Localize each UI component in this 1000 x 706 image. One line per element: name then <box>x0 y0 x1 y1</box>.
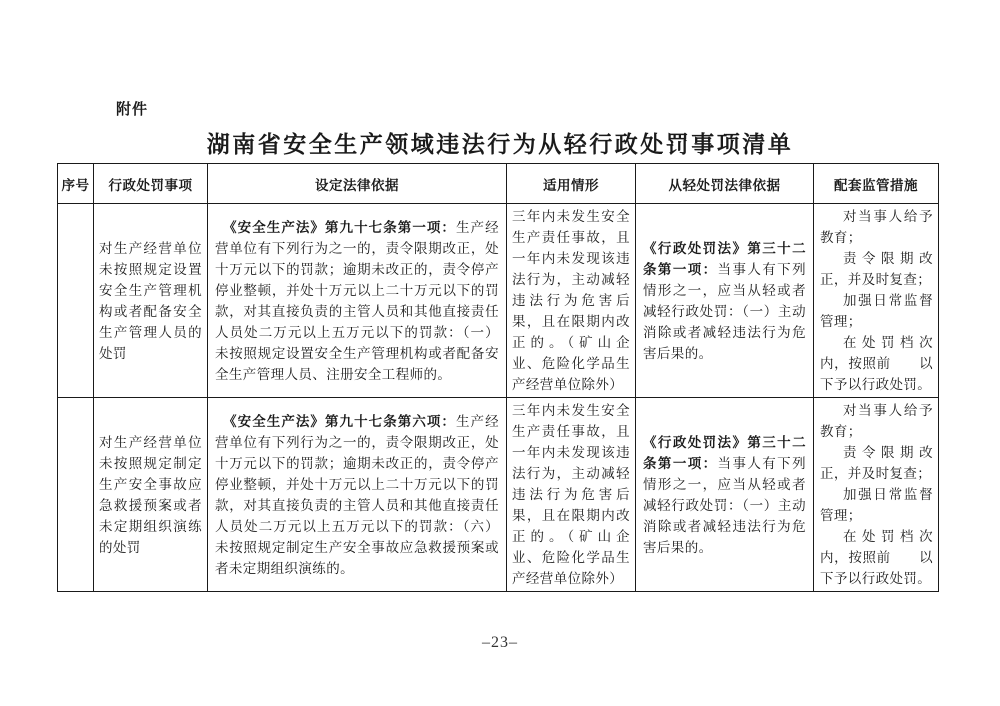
measure-item: 对当事人给予教育； <box>820 403 933 439</box>
legal-citation: 《安全生产法》第九十七条第一项： <box>223 219 456 235</box>
header-penalty-item: 行政处罚事项 <box>94 164 208 204</box>
measure-item: 加强日常监督管理； <box>820 293 933 329</box>
legal-basis-text <box>215 217 499 385</box>
legal-citation: 《安全生产法》第九十七条第六项： <box>223 413 456 429</box>
measure-item: 在处罚档次内，按照前 以下予以行政处罚。 <box>820 529 933 586</box>
applicable-situation-cell: 三年内未发生安全生产责任事故，且一年内未发现该违法行为，主动减轻违法行为危害后果，且在限期内改正的。（矿山企业、危险化学品生产经营单位除外） <box>507 398 636 592</box>
header-legal-basis: 设定法律依据 <box>208 164 507 204</box>
lenient-basis-text <box>643 238 806 364</box>
penalty-item-cell: 对生产经营单位未按照规定制定生产安全事故应急救援预案或者未定期组织演练的处罚 <box>94 398 208 592</box>
table-row <box>58 204 939 398</box>
page-number: –23– <box>482 634 518 651</box>
legal-provision: 生产经营单位有下列行为之一的，责令限期改正，处十万元以下的罚款；逾期未改正的，责令停产停业整顿，并处十万元以上二十万元以下的罚款，对其直接负责的主管人员和其他直接责任人员处二万元以上五万元以下的罚款：（六）未按照规定制定生产安全事故应急救援预案或者未定期组织演练的。 <box>215 413 499 576</box>
measure-item: 在处罚档次内，按照前 以下予以行政处罚。 <box>820 335 933 392</box>
lenient-provision: 当事人有下列情形之一，应当从轻或者减轻行政处罚：（一）主动消除或者减轻违法行为危害后果的。 <box>643 261 806 361</box>
header-applicable-situation: 适用情形 <box>507 164 636 204</box>
lenient-basis-text <box>643 432 806 558</box>
legal-basis-cell <box>208 204 507 398</box>
applicable-situation-cell: 三年内未发生安全生产责任事故，且一年内未发现该违法行为，主动减轻违法行为危害后果，且在限期内改正的。（矿山企业、危险化学品生产经营单位除外） <box>507 204 636 398</box>
lenient-citation: 《行政处罚法》第三十二条第一项： <box>643 434 806 471</box>
penalty-item-cell: 对生产经营单位未按照规定设置安全生产管理机构或者配备安全生产管理人员的处罚 <box>94 204 208 398</box>
lenient-provision: 当事人有下列情形之一，应当从轻或者减轻行政处罚：（一）主动消除或者减轻违法行为危害后果的。 <box>643 455 806 555</box>
legal-provision: 生产经营单位有下列行为之一的，责令限期改正，处十万元以下的罚款；逾期未改正的，责令停产停业整顿，并处十万元以上二十万元以下的罚款，对其直接负责的主管人员和其他直接责任人员处二万元以上五万元以下的罚款：（一）未按照规定设置安全生产管理机构或者配备安全生产管理人员、注册安全工程师的。 <box>215 219 499 382</box>
measure-item: 责令限期改正，并及时复查； <box>820 251 933 287</box>
measure-item: 对当事人给予教育； <box>820 209 933 245</box>
header-seq: 序号 <box>58 164 94 204</box>
lenient-basis-cell <box>636 398 814 592</box>
page-title: 湖南省安全生产领域违法行为从轻行政处罚事项清单 <box>206 132 794 157</box>
measures-cell <box>814 204 939 398</box>
measures-cell <box>814 398 939 592</box>
legal-basis-text <box>215 411 499 579</box>
table-row <box>58 398 939 592</box>
legal-basis-cell <box>208 398 507 592</box>
header-lenient-basis: 从轻处罚法律依据 <box>636 164 814 204</box>
header-supporting-measures: 配套监管措施 <box>814 164 939 204</box>
seq-cell <box>58 204 94 398</box>
measure-item: 加强日常监督管理； <box>820 487 933 523</box>
table-header-row <box>58 164 939 204</box>
attachment-label: 附件 <box>116 101 149 118</box>
lenient-citation: 《行政处罚法》第三十二条第一项： <box>643 240 806 277</box>
lenient-basis-cell <box>636 204 814 398</box>
measure-item: 责令限期改正，并及时复查； <box>820 445 933 481</box>
seq-cell <box>58 398 94 592</box>
penalty-items-table <box>57 163 939 592</box>
